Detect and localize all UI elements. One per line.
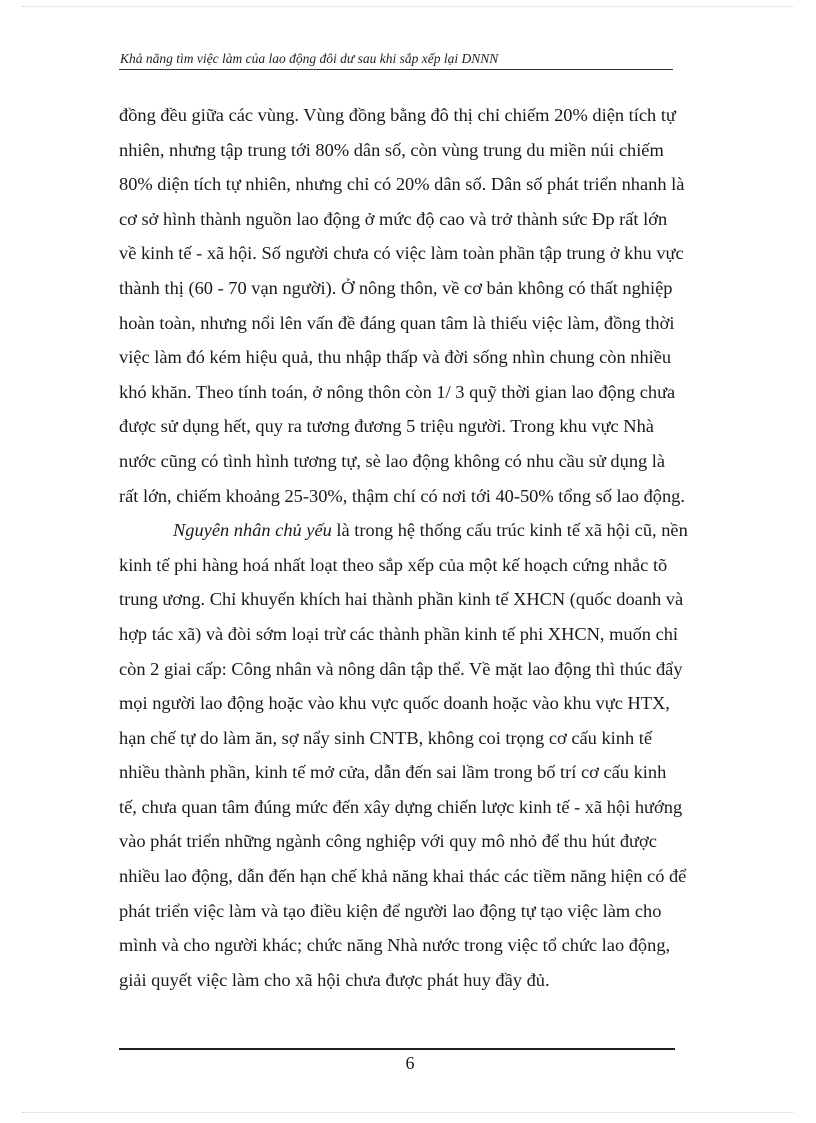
text-line: cơ sở hình thành nguồn lao động ở mức độ cao và trở thành sức Đp rất lớn <box>119 208 668 229</box>
text-line: vào phát triển những ngành công nghiệp với quy mô nhỏ để thu hút được <box>119 831 657 852</box>
text-line: trung ương. Chỉ khuyến khích hai thành phần kinh tế XHCN (quốc doanh và <box>119 589 684 610</box>
body-text <box>119 98 707 997</box>
text-line: phát triển việc làm và tạo điều kiện để người lao động tự tạo việc làm cho <box>119 900 662 921</box>
paragraph-2-first-line <box>119 513 707 548</box>
paragraph-2-lead: Nguyên nhân chủ yếu <box>173 520 332 541</box>
text-line: mình và cho người khác; chức năng Nhà nước trong việc tổ chức lao động, <box>119 935 671 956</box>
page-number: 6 <box>405 1053 415 1073</box>
text-line: nhiên, nhưng tập trung tới 80% dân số, còn vùng trung du miền núi chiếm <box>119 139 664 160</box>
page-edge-top <box>22 6 794 7</box>
text-line: kinh tế phi hàng hoá nhất loạt theo sắp xếp của một kế hoạch cứng nhắc tõ <box>119 554 668 575</box>
text-line: việc làm đó kém hiệu quả, thu nhập thấp và đời sống nhìn chung còn nhiều <box>119 347 672 368</box>
text-line: đồng đều giữa các vùng. Vùng đồng bằng đô thị chỉ chiếm 20% diện tích tự <box>119 105 676 125</box>
text-line: giải quyết việc làm cho xã hội chưa được phát huy đầy đủ. <box>119 969 550 990</box>
paragraph-2 <box>119 513 707 997</box>
text-line: thành thị (60 - 70 vạn người). Ở nông thôn, về cơ bản không có thất nghiệp <box>119 277 673 298</box>
paragraph-2-first-line-rest: là trong hệ thống cấu trúc kinh tế xã hội cũ, nền <box>331 520 688 541</box>
paragraph-1 <box>119 98 707 513</box>
text-line: còn 2 giai cấp: Công nhân và nông dân tập thể. Về mặt lao động thì thúc đẩy <box>119 658 683 679</box>
text-line: 80% diện tích tự nhiên, nhưng chỉ có 20% dân số. Dân số phát triển nhanh là <box>119 174 685 195</box>
text-line: nhiều lao động, dẫn đến hạn chế khả năng khai thác các tiềm năng hiện có để <box>119 866 687 887</box>
text-line: khó khăn. Theo tính toán, ở nông thôn còn 1/ 3 quỹ thời gian lao động chưa <box>119 381 676 402</box>
text-line: rất lớn, chiếm khoảng 25-30%, thậm chí có nơi tới 40-50% tổng số lao động. <box>119 485 685 506</box>
text-line: mọi người lao động hoặc vào khu vực quốc doanh hoặc vào khu vực HTX, <box>119 693 670 714</box>
text-line: về kinh tế - xã hội. Số người chưa có việc làm toàn phần tập trung ở khu vực <box>119 243 684 264</box>
text-line: tế, chưa quan tâm đúng mức đến xây dựng chiến lược kinh tế - xã hội hướng <box>119 796 683 817</box>
text-line: được sử dụng hết, quy ra tương đương 5 triệu người. Trong khu vực Nhà <box>119 416 654 437</box>
page-edge-bottom <box>22 1112 794 1113</box>
running-header: Khả năng tìm việc làm của lao động đôi dư sau khi sắp xếp lại DNNN <box>120 51 499 66</box>
text-line: hợp tác xã) và đòi sớm loại trừ các thành phần kinh tế phi XHCN, muốn chỉ <box>119 623 679 644</box>
header-rule <box>119 69 673 70</box>
text-line: hạn chế tự do làm ăn, sợ nẩy sinh CNTB, không coi trọng cơ cấu kinh tế <box>119 727 653 748</box>
footer-rule <box>119 1048 675 1050</box>
text-line: nhiều thành phần, kinh tế mở cửa, dẫn đến sai lầm trong bố trí cơ cấu kinh <box>119 762 667 783</box>
text-line: hoàn toàn, nhưng nổi lên vấn đề đáng quan tâm là thiếu việc làm, đồng thời <box>119 312 675 333</box>
text-line: nước cũng có tình hình tương tự, sè lao động không có nhu cầu sử dụng là <box>119 450 666 471</box>
